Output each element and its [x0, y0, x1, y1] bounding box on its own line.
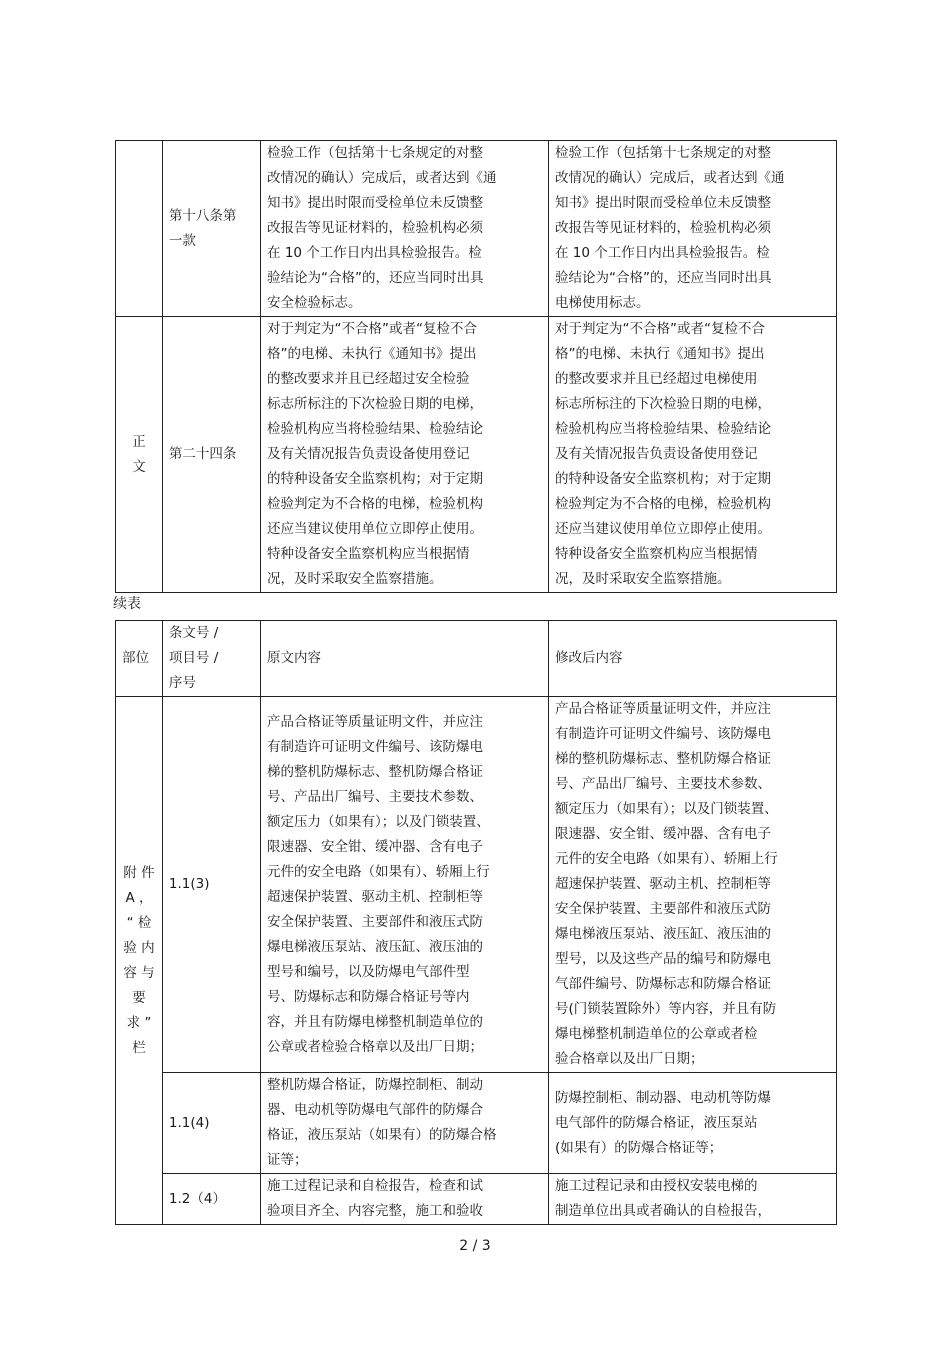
revised-text-cell: 防爆控制柜、制动器、电动机等防爆 电气部件的防爆合格证，液压泵站 (如果有）的防爆合格证等； [549, 1073, 837, 1174]
original-text-cell: 检验工作（包括第十七条规定的对整 改情况的确认）完成后，或者达到《通 知书》提出时限而受检单位未反馈整 改报告等见证材料的，检验机构必须 在 10 个工作日内出具检验报告。检 验结论为“合格”的，还应当同时出具 安全检验标志。 [261, 141, 549, 317]
regulation-table-top [115, 140, 837, 593]
article-cell: 1.1(3) [162, 697, 260, 1073]
table-row [116, 1174, 837, 1225]
revised-text-cell: 施工过程记录和由授权安装电梯的 制造单位出具或者确认的自检报告， [549, 1174, 837, 1225]
revised-text-cell: 对于判定为“不合格”或者“复检不合 格”的电梯、未执行《通知书》提出 的整改要求并且已经超过电梯使用 标志所标注的下次检验日期的电梯， 检验机构应当将检验结果、检验结论 及有关情况报告负责设备使用登记 的特种设备安全监察机构；对于定期 检验判定为不合格的电梯，检验机构 还应当建议使用单位立即停止使用。 特种设备安全监察机构应当根据情 况，及时采取安全监察措施。 [549, 317, 837, 593]
article-cell: 1.1(4) [162, 1073, 260, 1174]
header-section: 部位 [116, 621, 163, 697]
revised-text-cell: 产品合格证等质量证明文件，并应注 有制造许可证明文件编号、该防爆电 梯的整机防爆标志、整机防爆合格证 号、产品出厂编号、主要技术参数、 额定压力（如果有）；以及门锁装置、 限速器、安全钳、缓冲器、含有电子 元件的安全电路（如果有）、轿厢上行 超速保护装置、驱动主机、控制柜等 安全保护装置、主要部件和液压式防 爆电梯液压泵站、液压缸、液压油的 型号，以及这些产品的编号和防爆电 气部件编号、防爆标志和防爆合格证 号(门锁装置除外）等内容，并且有防 爆电梯整机制造单位的公章或者检 验合格章以及出厂日期； [549, 697, 837, 1073]
header-row [116, 621, 837, 697]
section-cell: 正 文 [116, 317, 163, 593]
regulation-table-continued [115, 620, 837, 1225]
header-article: 条文号 / 项目号 / 序号 [162, 621, 260, 697]
article-cell: 第二十四条 [162, 317, 260, 593]
article-cell: 1.2（4） [162, 1174, 260, 1225]
section-cell [116, 141, 163, 317]
table-row [116, 317, 837, 593]
article-cell: 第十八条第 一款 [162, 141, 260, 317]
table-row [116, 1073, 837, 1174]
original-text-cell: 产品合格证等质量证明文件，并应注 有制造许可证明文件编号、该防爆电 梯的整机防爆标志、整机防爆合格证 号、产品出厂编号、主要技术参数、 额定压力（如果有）；以及门锁装置、 限速器、安全钳、缓冲器、含有电子 元件的安全电路（如果有）、轿厢上行 超速保护装置、驱动主机、控制柜等 安全保护装置、主要部件和液压式防 爆电梯液压泵站、液压缸、液压油的 型号和编号，以及防爆电气部件型 号、防爆标志和防爆合格证号等内 容，并且有防爆电梯整机制造单位的 公章或者检验合格章以及出厂日期； [261, 697, 549, 1073]
continued-table-label: 续表 [113, 596, 141, 612]
table-row [116, 697, 837, 1073]
revised-text-cell: 检验工作（包括第十七条规定的对整 改情况的确认）完成后，或者达到《通 知书》提出时限而受检单位未反馈整 改报告等见证材料的，检验机构必须 在 10 个工作日内出具检验报告。检 验结论为“合格”的，还应当同时出具 电梯使用标志。 [549, 141, 837, 317]
table-row [116, 141, 837, 317]
header-original: 原文内容 [261, 621, 549, 697]
original-text-cell: 对于判定为“不合格”或者“复检不合 格”的电梯、未执行《通知书》提出 的整改要求并且已经超过安全检验 标志所标注的下次检验日期的电梯， 检验机构应当将检验结果、检验结论 及有关情况报告负责设备使用登记 的特种设备安全监察机构；对于定期 检验判定为不合格的电梯，检验机构 还应当建议使用单位立即停止使用。 特种设备安全监察机构应当根据情 况，及时采取安全监察措施。 [261, 317, 549, 593]
original-text-cell: 施工过程记录和自检报告，检查和试 验项目齐全、内容完整，施工和验收 [261, 1174, 549, 1225]
section-cell: 附 件 A ， “ 检 验 内 容 与 要 求 ” 栏 [116, 697, 163, 1225]
header-revised: 修改后内容 [549, 621, 837, 697]
original-text-cell: 整机防爆合格证，防爆控制柜、制动 器、电动机等防爆电气部件的防爆合 格证，液压泵站（如果有）的防爆合格 证等； [261, 1073, 549, 1174]
page-number: 2 / 3 [459, 1238, 491, 1254]
